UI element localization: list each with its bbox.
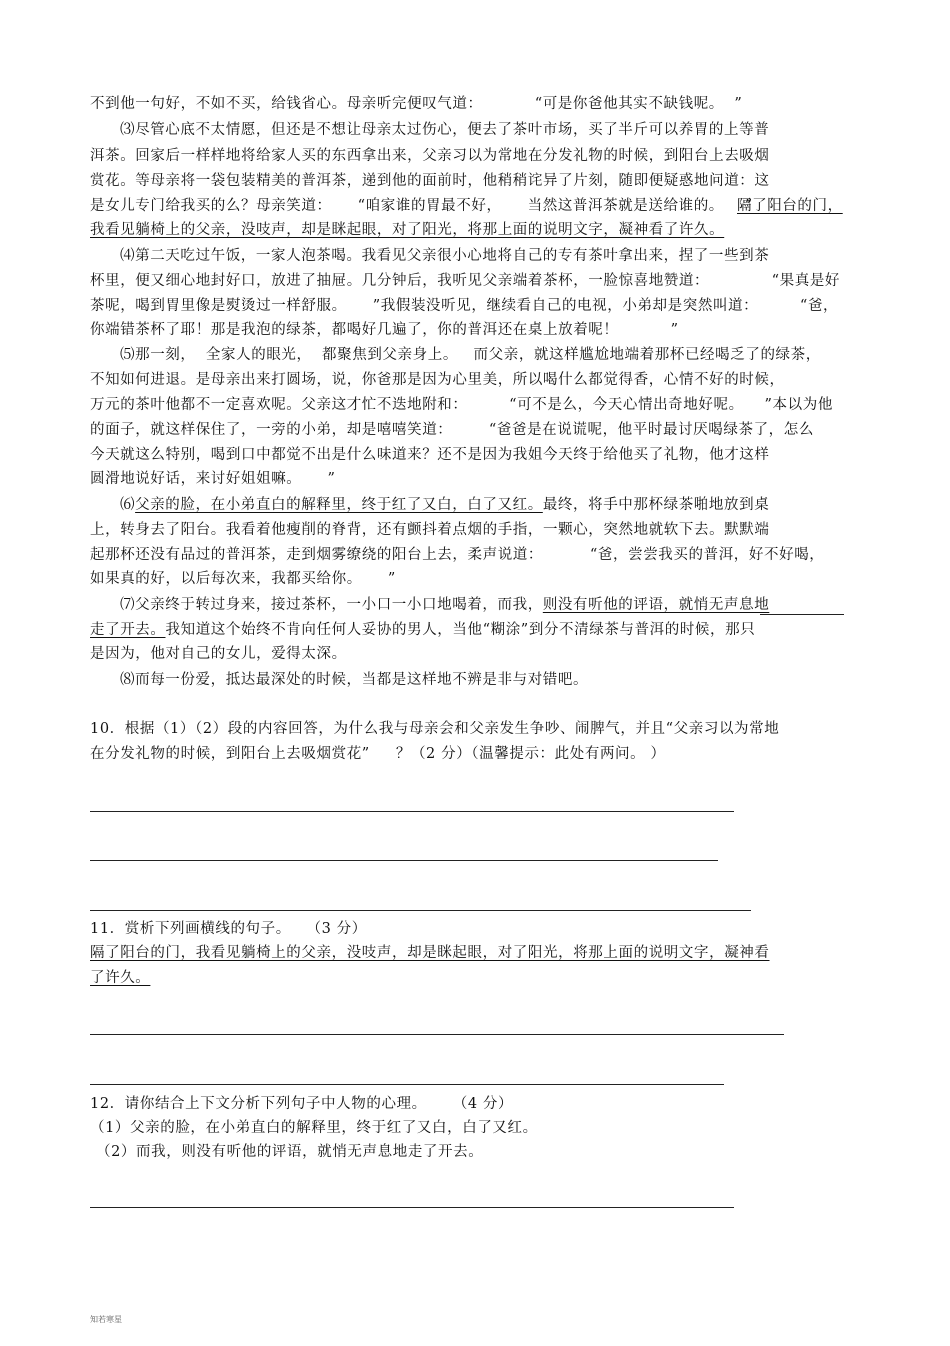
paragraph-5-line: 的面子，就这样保住了，一旁的小弟，却是嘻嘻笑道： “爸爸是在说谎呢，他平时最讨厌喝绿茶了，怎么 [90, 422, 814, 438]
answer-line[interactable] [90, 860, 718, 861]
question-12-item-2: （2）而我，则没有听他的评语，就悄无声息地走了开去。 [96, 1144, 484, 1160]
paragraph-4-line: 茶呢，喝到胃里像是熨烫过一样舒服。 ”我假装没听见，继续看自己的电视，小弟却是突然叫道： “爸， [90, 298, 839, 314]
question-11-title: 11．赏析下列画横线的句子。 （3 分） [90, 921, 367, 937]
question-11-sentence-line-2: 了许久。 [90, 970, 151, 986]
page-footer: 知若寒星 [90, 1315, 122, 1324]
paragraph-6-line: 如果真的好，以后每次来，我都买给你。 ” [90, 571, 396, 587]
paragraph-7-line: 是因为，他对自己的女儿，爱得太深。 [90, 646, 347, 662]
question-10-line-2: 在分发礼物的时候，到阳台上去吸烟赏花” ？（2 分）（温馨提示：此处有两问。 ） [90, 746, 666, 762]
paragraph-7-first-plain: ⑺父亲终于转过身来，接过茶杯，一小口一小口地喝着，而我， [120, 597, 543, 613]
paragraph-4-line: ⑷第二天吃过午饭，一家人泡茶喝。我看见父亲很小心地将自己的专有茶叶拿出来，捏了一些到茶 [120, 248, 770, 264]
paragraph-6-first-line: ⑹父亲的脸，在小弟直白的解释里，终于红了又白，白了又红。最终，将手中那杯绿茶啪地放到桌 [120, 497, 770, 513]
underlined-leave-sentence-a: 则没有听他的评语，就悄无声息地 [542, 597, 770, 613]
paragraph-2-end: 不到他一句好，不如不买，给钱省心。母亲听完便叹气道： “可是你爸他其实不缺钱呢。 ” [90, 96, 743, 112]
paragraph-6-line: 上，转身去了阳台。我看着他瘦削的脊背，还有颤抖着点烟的手指，一颗心，突然地就软下去。默默端 [90, 522, 770, 538]
paragraph-5-line: ⑸那一刻， 全家人的眼光， 都聚焦到父亲身上。 而父亲，就这样尴尬地端着那杯已经喝乏了的绿茶， [120, 347, 821, 363]
answer-line[interactable] [90, 1034, 784, 1035]
underlined-leave-sentence-b: 走了开去。 [90, 622, 166, 638]
underlined-sentence-part-b: 我看见躺椅上的父亲，没吱声，却是眯起眼，对了阳光，将那上面的说明文字，凝神看了许久。 [90, 222, 725, 238]
question-10-line-1: 10．根据（1）（2）段的内容回答，为什么我与母亲会和父亲发生争吵、闹脾气，并且“父亲习以为常地 [90, 721, 780, 737]
paragraph-3-line: 赏花。等母亲将一袋包装精美的普洱茶，递到他的面前时，他稍稍诧异了片刻，随即便疑惑地问道：这 [90, 173, 770, 189]
paragraph-8-line: ⑻而每一份爱，抵达最深处的时候，当都是这样地不辨是非与对错吧。 [120, 672, 589, 688]
paragraph-6-first-rest: 最终，将手中那杯绿茶啪地放到桌 [542, 497, 770, 513]
paragraph-7-first-line [120, 595, 769, 615]
answer-line[interactable] [90, 1207, 734, 1208]
underlined-father-face-sentence: 父亲的脸，在小弟直白的解释里，终于红了又白，白了又红。 [135, 497, 543, 513]
question-12-item-1: （1）父亲的脸，在小弟直白的解释里，终于红了又白，白了又红。 [90, 1120, 538, 1136]
paragraph-5-line: 不知如何进退。是母亲出来打圆场，说，你爸那是因为心里美，所以喝什么都觉得香，心情不好的时候， [90, 372, 785, 388]
answer-line[interactable] [90, 910, 751, 911]
paragraph-5-line: 今天就这么特别，喝到口中都觉不出是什么味道来？还不是因为我姐今天终于给他买了礼物，他才这样 [90, 447, 770, 463]
paragraph-7-second-line [90, 620, 755, 640]
question-12-title: 12．请你结合上下文分析下列句子中人物的心理。 （4 分） [90, 1096, 514, 1112]
paragraph-4-line: 你端错茶杯了耶！那是我泡的绿茶，都喝好几遍了，你的普洱还在桌上放着呢！ ” [90, 322, 679, 338]
paragraph-3-line: 是女儿专门给我买的么？母亲笑道： “咱家谁的胃最不好， 当然这普洱茶就是送给谁的。 ” [90, 198, 753, 214]
answer-line[interactable] [90, 1084, 724, 1085]
paragraph-3-line: ⑶尽管心底不太情愿，但还是不想让母亲太过伤心，便去了茶叶市场，买了半斤可以养胃的上等普 [120, 122, 770, 138]
paragraph-5-line: 圆滑地说好话，来讨好姐姐嘛。 ” [90, 471, 336, 487]
answer-line[interactable] [90, 811, 734, 812]
paragraph-4-line: 杯里，便又细心地封好口，放进了抽屉。几分钟后，我听见父亲端着茶杯，一脸惊喜地赞道： “果真是好 [90, 273, 841, 289]
underlined-sentence-part-a: 隔了阳台的门， [737, 198, 843, 214]
paragraph-7-second-rest: 我知道这个始终不肯向任何人妥协的男人，当他“糊涂”到分不清绿茶与普洱的时候，那只 [165, 622, 756, 638]
paragraph-5-line: 万元的茶叶他都不一定喜欢呢。父亲这才忙不迭地附和： “可不是么，今天心情出奇地好呢。 ”本以为他 [90, 397, 833, 413]
underline-extension [760, 614, 844, 615]
question-11-sentence-line-1: 隔了阳台的门，我看见躺椅上的父亲，没吱声，却是眯起眼，对了阳光，将那上面的说明文字，凝神看 [90, 945, 770, 961]
paragraph-6-line: 起那杯还没有品过的普洱茶，走到烟雾缭绕的阳台上去，柔声说道： “爸，尝尝我买的普洱，好不好喝， [90, 547, 825, 563]
paragraph-3-line: 洱茶。回家后一样样地将给家人买的东西拿出来，父亲习以为常地在分发礼物的时候，到阳台上去吸烟 [90, 148, 770, 164]
